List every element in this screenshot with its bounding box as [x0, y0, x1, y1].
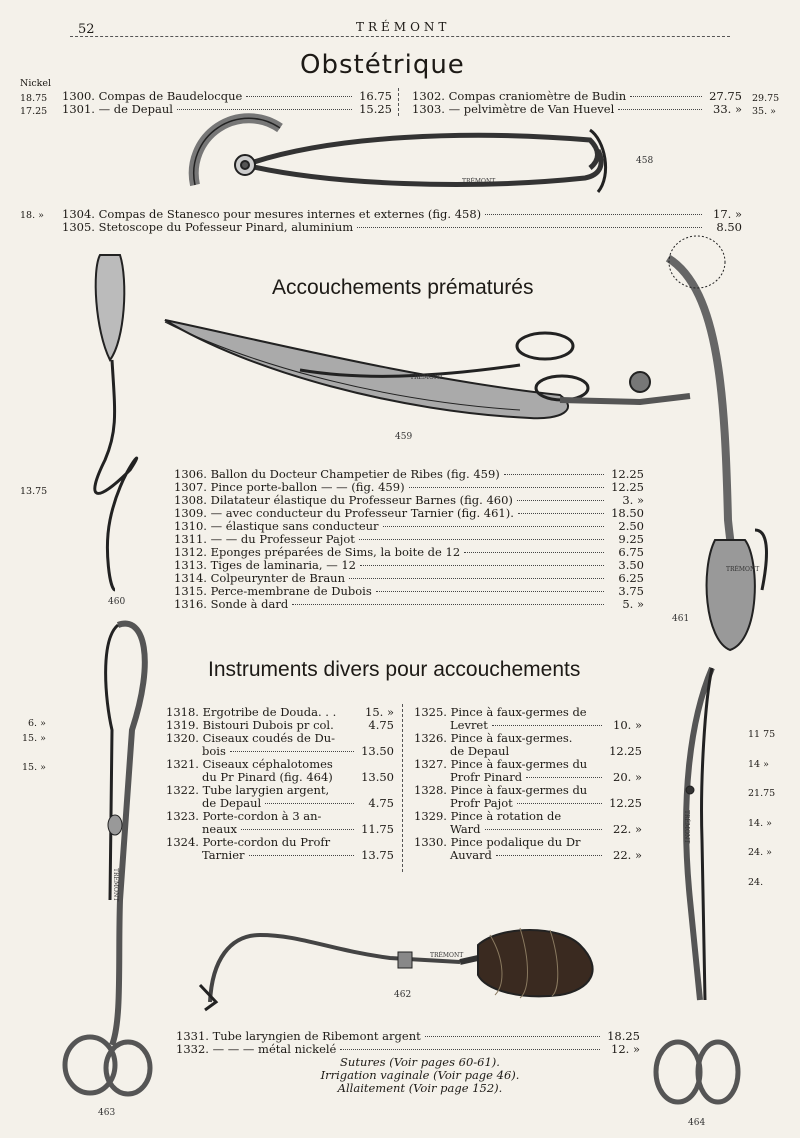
fig-463-label: 463: [98, 1108, 116, 1118]
nickel-price: 24. »: [748, 847, 772, 858]
list-item: 1307. Pince porte-ballon — — (fig. 459) 12.25: [174, 480, 644, 494]
reference-sutures: Sutures (Voir pages 60-61).: [340, 1055, 500, 1069]
list-item: 1309. — avec conducteur du Professeur Tarnier (fig. 461). 18.50: [174, 506, 644, 520]
fig-462-label: 462: [394, 990, 412, 1000]
list-item: 1300. Compas de Baudelocque 16.75: [62, 89, 392, 103]
list-item-cont: bois 13.50: [202, 744, 394, 758]
list-item: 1323. Porte-cordon à 3 an-: [166, 809, 322, 823]
list-item: 1331. Tube laryngien de Ribemont argent 18.25: [176, 1029, 640, 1043]
fig-464-maker-mark: TRÉMONT: [683, 810, 690, 844]
list-item: 1305. Stetoscope du Pofesseur Pinard, aluminium 8.50: [62, 220, 742, 234]
list-item: 1326. Pince à faux-germes.: [414, 731, 573, 745]
list-item: 1301. — de Depaul 15.25: [62, 102, 392, 116]
list-item: 1310. — élastique sans conducteur 2.50: [174, 519, 644, 533]
nickel-price: 24.: [748, 876, 764, 888]
list-item: 1327. Pince à faux-germes du: [414, 757, 588, 771]
section-title-obstetrique: Obstétrique: [300, 50, 465, 80]
page-number: 52: [78, 22, 95, 37]
nickel-price: 35. »: [752, 106, 776, 117]
list-item: 1314. Colpeurynter de Braun 6.25: [174, 571, 644, 585]
list-item-cont: Ward 22. »: [450, 822, 642, 836]
nickel-price: 15. »: [22, 762, 46, 773]
list-item: 1306. Ballon du Docteur Champetier de Ribes (fig. 459) 12.25: [174, 467, 644, 481]
list-item: 1329. Pince à rotation de: [414, 809, 562, 823]
fig-458-maker-mark: TRÉMONT: [462, 178, 496, 185]
nickel-price: 14 »: [748, 758, 769, 770]
fig-463-maker-mark: TRÉMONT: [112, 868, 119, 902]
list-item: 1328. Pince à faux-germes du: [414, 783, 588, 797]
list-1331-1332: [176, 1030, 640, 1056]
fig-459-maker-mark: TRÉMONT: [410, 374, 444, 381]
fig-461-label: 461: [672, 614, 690, 624]
list-item-cont: Levret 10. »: [450, 718, 642, 732]
list-item: 1311. — — du Professeur Pajot 9.25: [174, 532, 644, 546]
fig-460-label: 460: [108, 597, 126, 607]
list-item: 1315. Perce-membrane de Dubois 3.75: [174, 584, 644, 598]
list-item: 1324. Porte-cordon du Profr: [166, 835, 331, 849]
nickel-price: 17.25: [20, 106, 48, 117]
list-item: 1308. Dilatateur élastique du Professeur Barnes (fig. 460) 3. »: [174, 493, 644, 507]
nickel-price: 14. »: [748, 817, 772, 829]
list-item: 1313. Tiges de laminaria, — 12 3.50: [174, 558, 644, 572]
list-item: 1321. Ciseaux céphalotomes: [166, 757, 333, 771]
list-item: 1312. Eponges préparées de Sims, la boite de 12 6.75: [174, 545, 644, 559]
fig-458-label: 458: [636, 156, 654, 166]
cross-references: [300, 1056, 540, 1095]
fig-464-label: 464: [688, 1118, 706, 1128]
list-item: 1320. Ciseaux coudés de Du-: [166, 731, 336, 745]
list-item: 1330. Pince podalique du Dr: [414, 835, 581, 849]
section-title-accouchements-prematures: Accouchements prématurés: [272, 276, 534, 299]
list-item: 1316. Sonde à dard 5. »: [174, 597, 644, 611]
list-item-cont: Auvard 22. »: [450, 848, 642, 862]
list-item-cont: de Depaul 4.75: [202, 796, 394, 810]
list-item: 1322. Tube larygien argent,: [166, 783, 330, 797]
nickel-price: 18.75: [20, 93, 48, 104]
nickel-label: Nickel: [20, 78, 52, 89]
nickel-price: 11 75: [748, 729, 776, 740]
list-item: 1319. Bistouri Dubois pr col. 4.75: [166, 718, 394, 732]
running-title: TRÉMONT: [356, 20, 451, 34]
list-item: 1302. Compas craniomètre de Budin 27.75: [412, 89, 742, 103]
nickel-price: 13.75: [20, 486, 48, 497]
list-item: 1303. — pelvimètre de Van Huevel 33. »: [412, 102, 742, 116]
nickel-price: 21.75: [748, 788, 776, 799]
reference-irrigation: Irrigation vaginale (Voir page 46).: [320, 1068, 520, 1082]
fig-462-maker-mark: TRÉMONT: [430, 952, 464, 959]
list-item-cont: neaux 11.75: [202, 822, 394, 836]
list-item-cont: du Pr Pinard (fig. 464) 13.50: [202, 770, 394, 784]
nickel-price: 29.75: [752, 93, 780, 104]
list-item: 1318. Ergotribe de Douda. . . 15. »: [166, 705, 394, 719]
list-item: 1332. — — — métal nickelé 12. »: [176, 1042, 640, 1056]
list-item-cont: de Depaul 12.25: [450, 744, 642, 758]
nickel-price: 6. »: [28, 718, 46, 729]
nickel-price: 18. »: [20, 210, 44, 221]
list-item: 1325. Pince à faux-germes de: [414, 705, 587, 719]
list-item-cont: Profr Pajot 12.25: [450, 796, 642, 810]
fig-461-maker-mark: TRÉMONT: [726, 566, 760, 573]
nickel-price: 15. »: [22, 733, 46, 744]
fig-459-label: 459: [395, 432, 413, 442]
reference-allaitement: Allaitement (Voir page 152).: [337, 1081, 503, 1095]
list-item: 1304. Compas de Stanesco pour mesures internes et externes (fig. 458) 17. »: [62, 207, 742, 221]
section-title-instruments-divers: Instruments divers pour accouchements: [208, 658, 581, 681]
list-item-cont: Profr Pinard 20. »: [450, 770, 642, 784]
list-item-cont: Tarnier 13.75: [202, 848, 394, 862]
